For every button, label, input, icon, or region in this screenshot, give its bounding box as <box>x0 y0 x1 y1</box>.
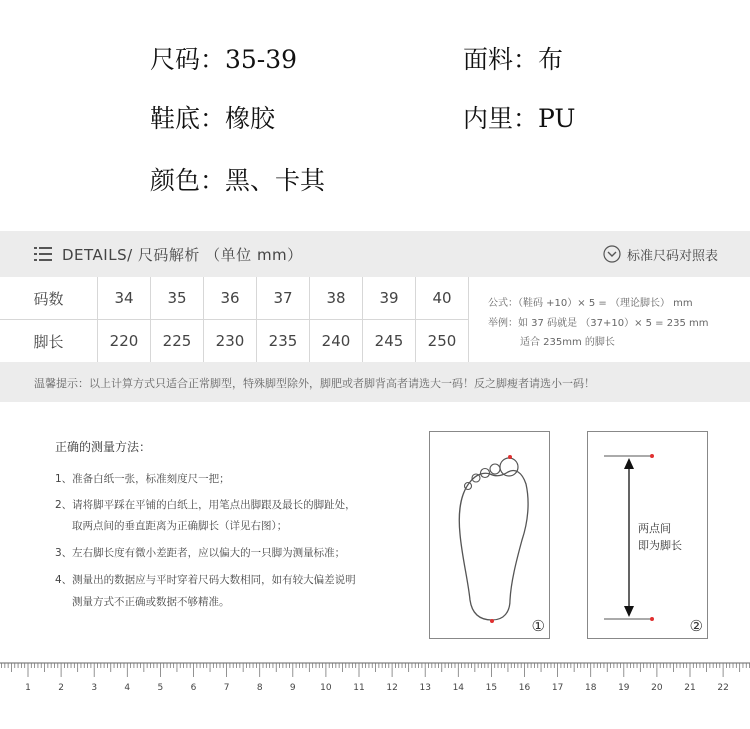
foot-length-cell: 240 <box>310 320 363 363</box>
method-step-cont: 测量方式不正确或数据不够精准。 <box>72 596 230 608</box>
chevron-down-circle-icon[interactable] <box>603 245 621 263</box>
ruler-label: 18 <box>584 683 597 693</box>
ruler-label: 16 <box>518 683 531 693</box>
foot-length-cell: 230 <box>204 320 257 363</box>
ruler-label: 15 <box>485 683 498 693</box>
figure-label-1: ① <box>531 617 545 635</box>
measurement-text-1: 两点间 <box>638 522 671 535</box>
table-row-foot-length <box>0 320 469 363</box>
method-step: 3、左右脚长度有微小差距者，应以偏大的一只脚为测量标准； <box>55 547 346 559</box>
size-chart-link[interactable]: 标准尺码对照表 <box>627 249 719 264</box>
ruler-label: 3 <box>91 683 98 693</box>
foot-outline-icon <box>430 432 549 638</box>
table-row-sizes <box>0 277 469 320</box>
foot-length-cell: 225 <box>151 320 204 363</box>
size-cell: 38 <box>310 277 363 320</box>
formula-example: 举例：如 37 码就是 （37+10）× 5 = 235 mm <box>488 318 709 329</box>
ruler-label: 17 <box>551 683 564 693</box>
ruler-label: 2 <box>58 683 64 693</box>
ruler-label: 6 <box>190 683 197 693</box>
ruler-label: 11 <box>353 683 365 693</box>
spec-sole: 鞋底：橡胶 <box>150 104 276 133</box>
ruler-label: 10 <box>320 683 332 693</box>
spec-fabric: 面料：布 <box>463 45 564 74</box>
heel-dot <box>490 619 494 623</box>
ruler-label: 8 <box>256 683 263 693</box>
size-table <box>0 277 469 363</box>
size-cell: 34 <box>98 277 151 320</box>
ruler-label: 13 <box>419 683 431 693</box>
size-cell: 39 <box>363 277 416 320</box>
spec-lining: 内里：PU <box>463 104 576 133</box>
details-header <box>0 231 750 277</box>
ruler-label: 9 <box>289 683 296 693</box>
foot-figure <box>429 431 550 639</box>
spec-size: 尺码：35-39 <box>150 45 298 74</box>
ruler-label: 12 <box>386 683 398 693</box>
menu-icon <box>34 245 52 263</box>
ruler <box>0 662 750 702</box>
notice-bar <box>0 362 750 402</box>
size-cell: 40 <box>416 277 469 320</box>
row-label-foot-length: 脚长 <box>0 320 98 363</box>
foot-length-cell: 235 <box>257 320 310 363</box>
spec-color: 颜色：黑、卡其 <box>150 166 326 195</box>
foot-length-cell: 220 <box>98 320 151 363</box>
ruler-label: 4 <box>124 683 131 693</box>
method-step: 2、请将脚平踩在平铺的白纸上，用笔点出脚跟及最长的脚趾处， <box>55 499 356 511</box>
ruler-label: 20 <box>651 683 663 693</box>
figure-label-2: ② <box>689 617 703 635</box>
method-step: 1、准备白纸一张，标准刻度尺一把； <box>55 473 230 485</box>
formula-line: 公式：（鞋码 +10）× 5 = （理论脚长） mm <box>488 298 693 309</box>
size-cell: 37 <box>257 277 310 320</box>
method-title: 正确的测量方法： <box>55 440 152 454</box>
ruler-label: 14 <box>452 683 465 693</box>
ruler-label: 7 <box>223 683 230 693</box>
measurement-text-2: 即为脚长 <box>638 539 682 552</box>
ruler-label: 5 <box>157 683 164 693</box>
measurement-figure <box>587 431 708 639</box>
ruler-label: 22 <box>717 683 729 693</box>
size-cell: 35 <box>151 277 204 320</box>
ruler-label: 21 <box>684 683 696 693</box>
notice-text: 温馨提示：以上计算方式只适合正常脚型，特殊脚型除外，脚肥或者脚背高者请选大一码！反之脚瘦者请选小一码！ <box>34 377 595 390</box>
details-title: DETAILS/ 尺码解析 （单位 mm） <box>62 246 303 264</box>
method-step-cont: 取两点间的垂直距离为正确脚长（详见右图）； <box>72 520 288 532</box>
ruler-label: 1 <box>25 683 31 693</box>
foot-length-cell: 245 <box>363 320 416 363</box>
formula-result: 适合 235mm 的脚长 <box>520 337 615 348</box>
row-label-size: 码数 <box>0 277 98 320</box>
toe-dot <box>508 455 512 459</box>
method-step: 4、测量出的数据应与平时穿着尺码大数相同，如有较大偏差说明 <box>55 574 356 586</box>
size-cell: 36 <box>204 277 257 320</box>
ruler-label: 19 <box>618 683 630 693</box>
foot-length-cell: 250 <box>416 320 469 363</box>
